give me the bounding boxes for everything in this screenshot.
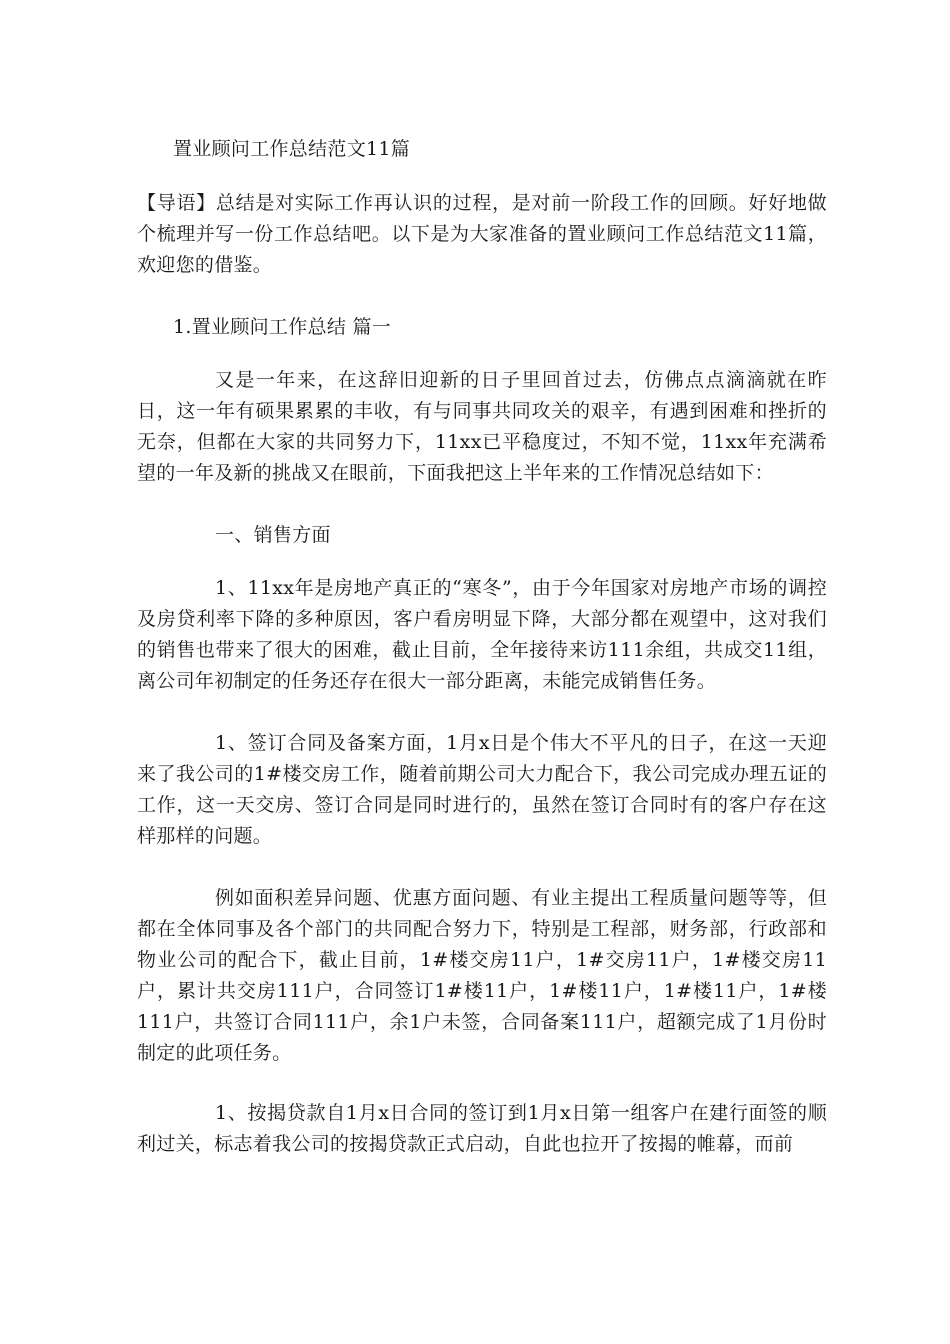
body-paragraph-4: 例如面积差异问题、优惠方面问题、有业主提出工程质量问题等等，但都在全体同事及各个部门的共同配合努力下，特别是工程部，财务部，行政部和物业公司的配合下，截止目前，1#楼交房11户，1#交房11户，1#楼交房11户，累计共交房111户，合同签订1#楼11户，1#楼11户，1#楼11户，1#楼111户，共签订合同111户，余1户未签，合同备案111户，超额完成了1月份时制定的此项任务。 (137, 887, 827, 1064)
intro-paragraph: 【导语】总结是对实际工作再认识的过程，是对前一阶段工作的回顾。好好地做个梳理并写一份工作总结吧。以下是为大家准备的置业顾问工作总结范文11篇，欢迎您的借鉴。 (137, 192, 827, 276)
body-paragraph-5: 1、按揭贷款自1月x日合同的签订到1月x日第一组客户在建行面签的顺利过关，标志着我公司的按揭贷款正式启动，自此也拉开了按揭的帷幕，而前 (137, 1102, 827, 1155)
body-paragraph-1: 又是一年来，在这辞旧迎新的日子里回首过去，仿佛点点滴滴就在昨日，这一年有硕果累累的丰收，有与同事共同攻关的艰辛，有遇到困难和挫折的无奈，但都在大家的共同努力下，11xx已平稳度过，不知不觉，11xx年充满希望的一年及新的挑战又在眼前，下面我把这上半年来的工作情况总结如下： (137, 369, 827, 484)
body-paragraph-2: 1、11xx年是房地产真正的“寒冬”，由于今年国家对房地产市场的调控及房贷利率下降的多种原因，客户看房明显下降，大部分都在观望中，这对我们的销售也带来了很大的困难，截止目前，全年接待来访111余组，共成交11组，离公司年初制定的任务还存在很大一部分距离，未能完成销售任务。 (137, 577, 827, 692)
body-paragraph-3: 1、签订合同及备案方面，1月x日是个伟大不平凡的日子，在这一天迎来了我公司的1#楼交房工作，随着前期公司大力配合下，我公司完成办理五证的工作，这一天交房、签订合同是同时进行的，虽然在签订合同时有的客户存在这样那样的问题。 (137, 732, 827, 847)
section-heading: 1.置业顾问工作总结 篇一 (173, 316, 392, 338)
subheading-sales: 一、销售方面 (215, 524, 331, 546)
document-title: 置业顾问工作总结范文11篇 (173, 138, 411, 160)
